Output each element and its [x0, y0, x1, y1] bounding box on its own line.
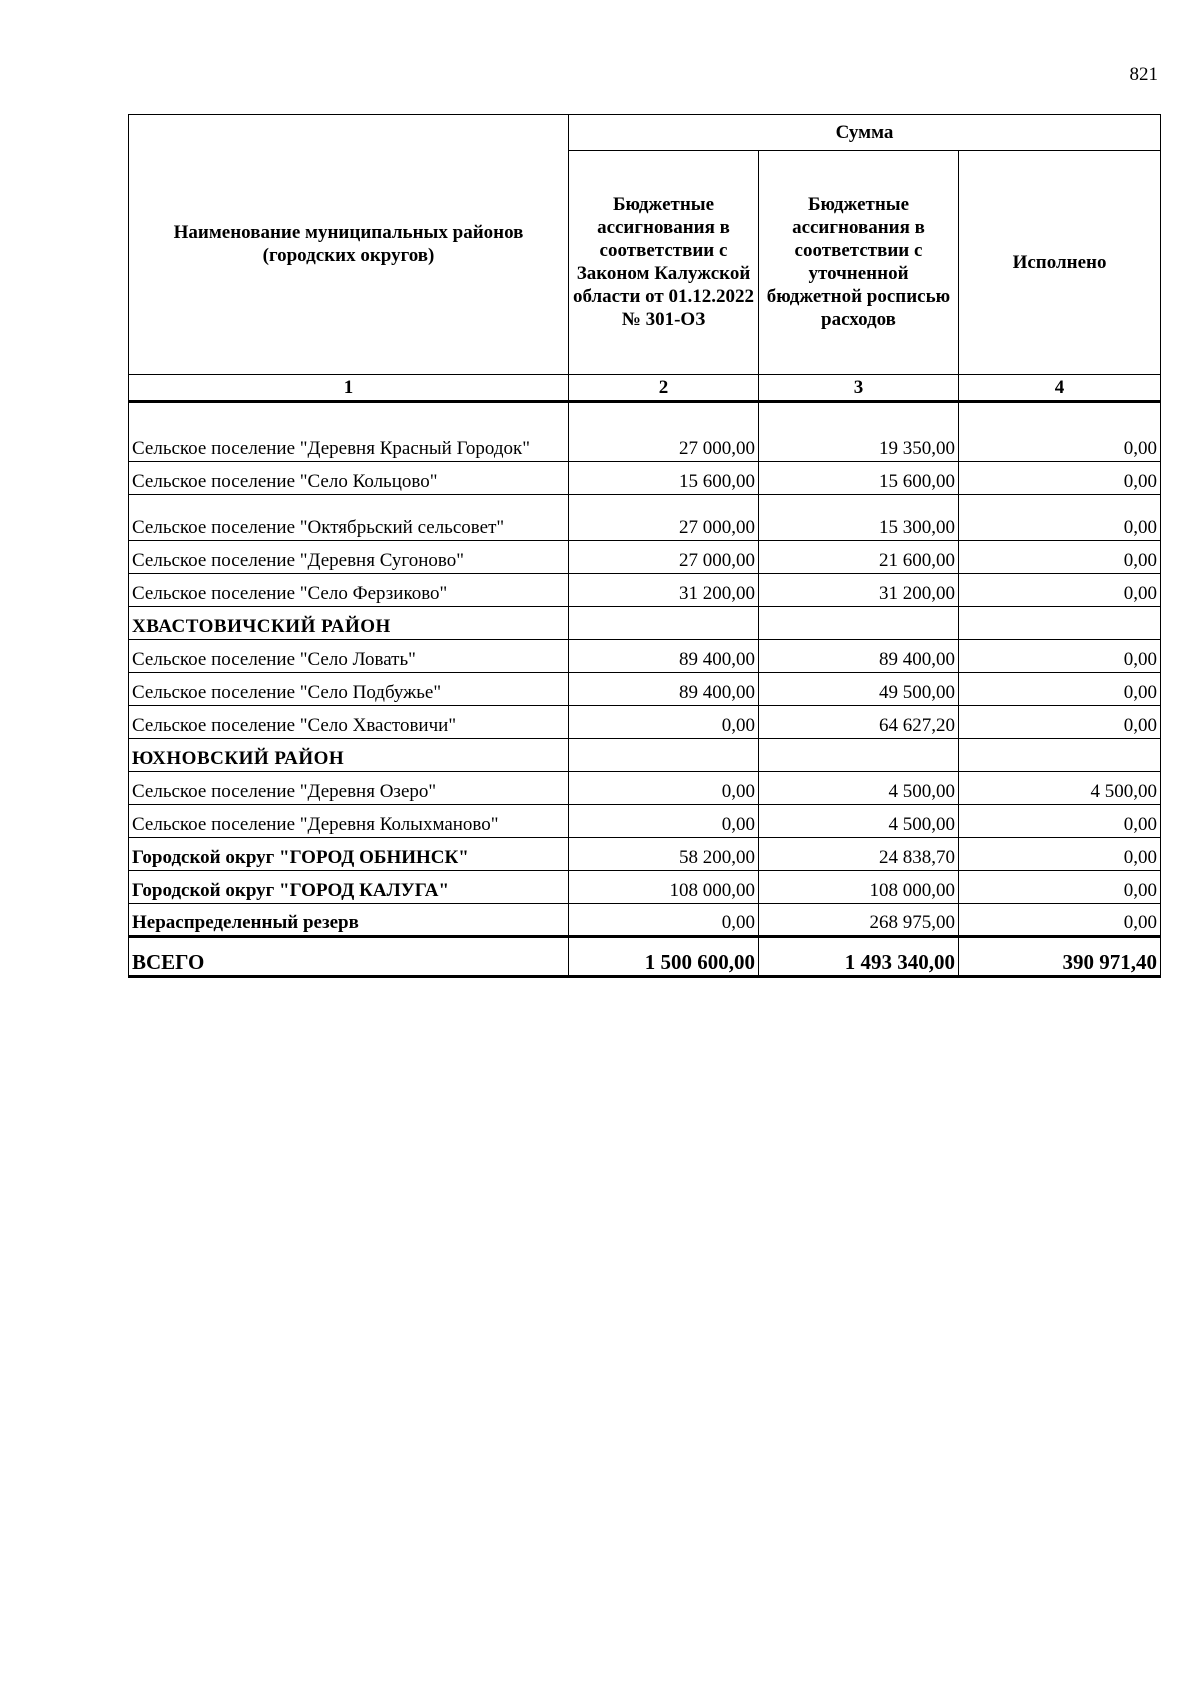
cell-law-amount: 108 000,00 — [569, 871, 759, 904]
table-row — [129, 640, 1161, 673]
cell-refined-amount: 15 300,00 — [759, 495, 959, 541]
row-name: Сельское поселение "Село Ловать" — [129, 640, 569, 673]
empty-cell — [759, 607, 959, 640]
cell-law-amount: 31 200,00 — [569, 574, 759, 607]
header-row-sum — [129, 115, 1161, 151]
cell-executed-amount: 0,00 — [959, 495, 1161, 541]
cell-executed-amount: 0,00 — [959, 541, 1161, 574]
cell-law-amount: 0,00 — [569, 772, 759, 805]
cell-executed-amount: 0,00 — [959, 904, 1161, 937]
cell-refined-amount: 21 600,00 — [759, 541, 959, 574]
cell-refined-amount: 24 838,70 — [759, 838, 959, 871]
cell-executed-amount: 0,00 — [959, 805, 1161, 838]
cell-executed-amount: 0,00 — [959, 706, 1161, 739]
cell-executed-amount: 0,00 — [959, 640, 1161, 673]
row-name: Сельское поселение "Деревня Красный Городок" — [129, 402, 569, 462]
cell-executed-amount: 4 500,00 — [959, 772, 1161, 805]
empty-cell — [569, 607, 759, 640]
cell-executed-amount: 0,00 — [959, 402, 1161, 462]
district-name: ХВАСТОВИЧСКИЙ РАЙОН — [129, 607, 569, 640]
row-name: Сельское поселение "Село Подбужье" — [129, 673, 569, 706]
cell-law-amount: 27 000,00 — [569, 495, 759, 541]
total-executed-amount: 390 971,40 — [959, 937, 1161, 977]
cell-law-amount: 0,00 — [569, 805, 759, 838]
cell-law-amount: 27 000,00 — [569, 402, 759, 462]
total-refined-amount: 1 493 340,00 — [759, 937, 959, 977]
table-row — [129, 673, 1161, 706]
table-row — [129, 904, 1161, 937]
budget-table — [128, 114, 1161, 978]
header-col2: Бюджетные ассигнования в соответствии с Законом Калужской области от 01.12.2022 № 301-ОЗ — [569, 151, 759, 375]
cell-refined-amount: 108 000,00 — [759, 871, 959, 904]
district-row — [129, 739, 1161, 772]
table-row — [129, 805, 1161, 838]
total-law-amount: 1 500 600,00 — [569, 937, 759, 977]
column-number: 1 — [129, 375, 569, 402]
cell-law-amount: 0,00 — [569, 904, 759, 937]
column-number: 2 — [569, 375, 759, 402]
table-row — [129, 462, 1161, 495]
empty-cell — [759, 739, 959, 772]
row-name: Нераспределенный резерв — [129, 904, 569, 937]
district-name: ЮХНОВСКИЙ РАЙОН — [129, 739, 569, 772]
table-row — [129, 706, 1161, 739]
cell-executed-amount: 0,00 — [959, 871, 1161, 904]
cell-refined-amount: 15 600,00 — [759, 462, 959, 495]
row-name: Сельское поселение "Октябрьский сельсовет" — [129, 495, 569, 541]
column-number: 4 — [959, 375, 1161, 402]
header-name: Наименование муниципальных районов (городских округов) — [129, 115, 569, 375]
column-number-row — [129, 375, 1161, 402]
row-name: Сельское поселение "Село Кольцово" — [129, 462, 569, 495]
cell-executed-amount: 0,00 — [959, 838, 1161, 871]
total-label: ВСЕГО — [129, 937, 569, 977]
empty-cell — [959, 739, 1161, 772]
cell-law-amount: 15 600,00 — [569, 462, 759, 495]
cell-refined-amount: 89 400,00 — [759, 640, 959, 673]
cell-executed-amount: 0,00 — [959, 574, 1161, 607]
header-sum: Сумма — [569, 115, 1161, 151]
row-name: Сельское поселение "Село Ферзиково" — [129, 574, 569, 607]
cell-refined-amount: 268 975,00 — [759, 904, 959, 937]
cell-refined-amount: 4 500,00 — [759, 772, 959, 805]
cell-refined-amount: 4 500,00 — [759, 805, 959, 838]
table-row — [129, 838, 1161, 871]
empty-cell — [569, 739, 759, 772]
table-row — [129, 574, 1161, 607]
cell-law-amount: 89 400,00 — [569, 673, 759, 706]
row-name: Сельское поселение "Деревня Колыхманово" — [129, 805, 569, 838]
table-row — [129, 772, 1161, 805]
cell-law-amount: 27 000,00 — [569, 541, 759, 574]
cell-refined-amount: 19 350,00 — [759, 402, 959, 462]
cell-executed-amount: 0,00 — [959, 462, 1161, 495]
cell-executed-amount: 0,00 — [959, 673, 1161, 706]
row-name: Сельское поселение "Деревня Озеро" — [129, 772, 569, 805]
cell-law-amount: 0,00 — [569, 706, 759, 739]
row-name: Сельское поселение "Село Хвастовичи" — [129, 706, 569, 739]
cell-refined-amount: 31 200,00 — [759, 574, 959, 607]
page-number: 821 — [1129, 64, 1158, 85]
table-row — [129, 541, 1161, 574]
table-row — [129, 402, 1161, 462]
cell-refined-amount: 64 627,20 — [759, 706, 959, 739]
row-name: Городской округ "ГОРОД КАЛУГА" — [129, 871, 569, 904]
header-col3: Бюджетные ассигнования в соответствии с уточненной бюджетной росписью расходов — [759, 151, 959, 375]
cell-refined-amount: 49 500,00 — [759, 673, 959, 706]
column-number: 3 — [759, 375, 959, 402]
table-row — [129, 871, 1161, 904]
cell-law-amount: 89 400,00 — [569, 640, 759, 673]
cell-law-amount: 58 200,00 — [569, 838, 759, 871]
total-row — [129, 937, 1161, 977]
table-row — [129, 495, 1161, 541]
row-name: Сельское поселение "Деревня Сугоново" — [129, 541, 569, 574]
header-col4: Исполнено — [959, 151, 1161, 375]
empty-cell — [959, 607, 1161, 640]
district-row — [129, 607, 1161, 640]
row-name: Городской округ "ГОРОД ОБНИНСК" — [129, 838, 569, 871]
